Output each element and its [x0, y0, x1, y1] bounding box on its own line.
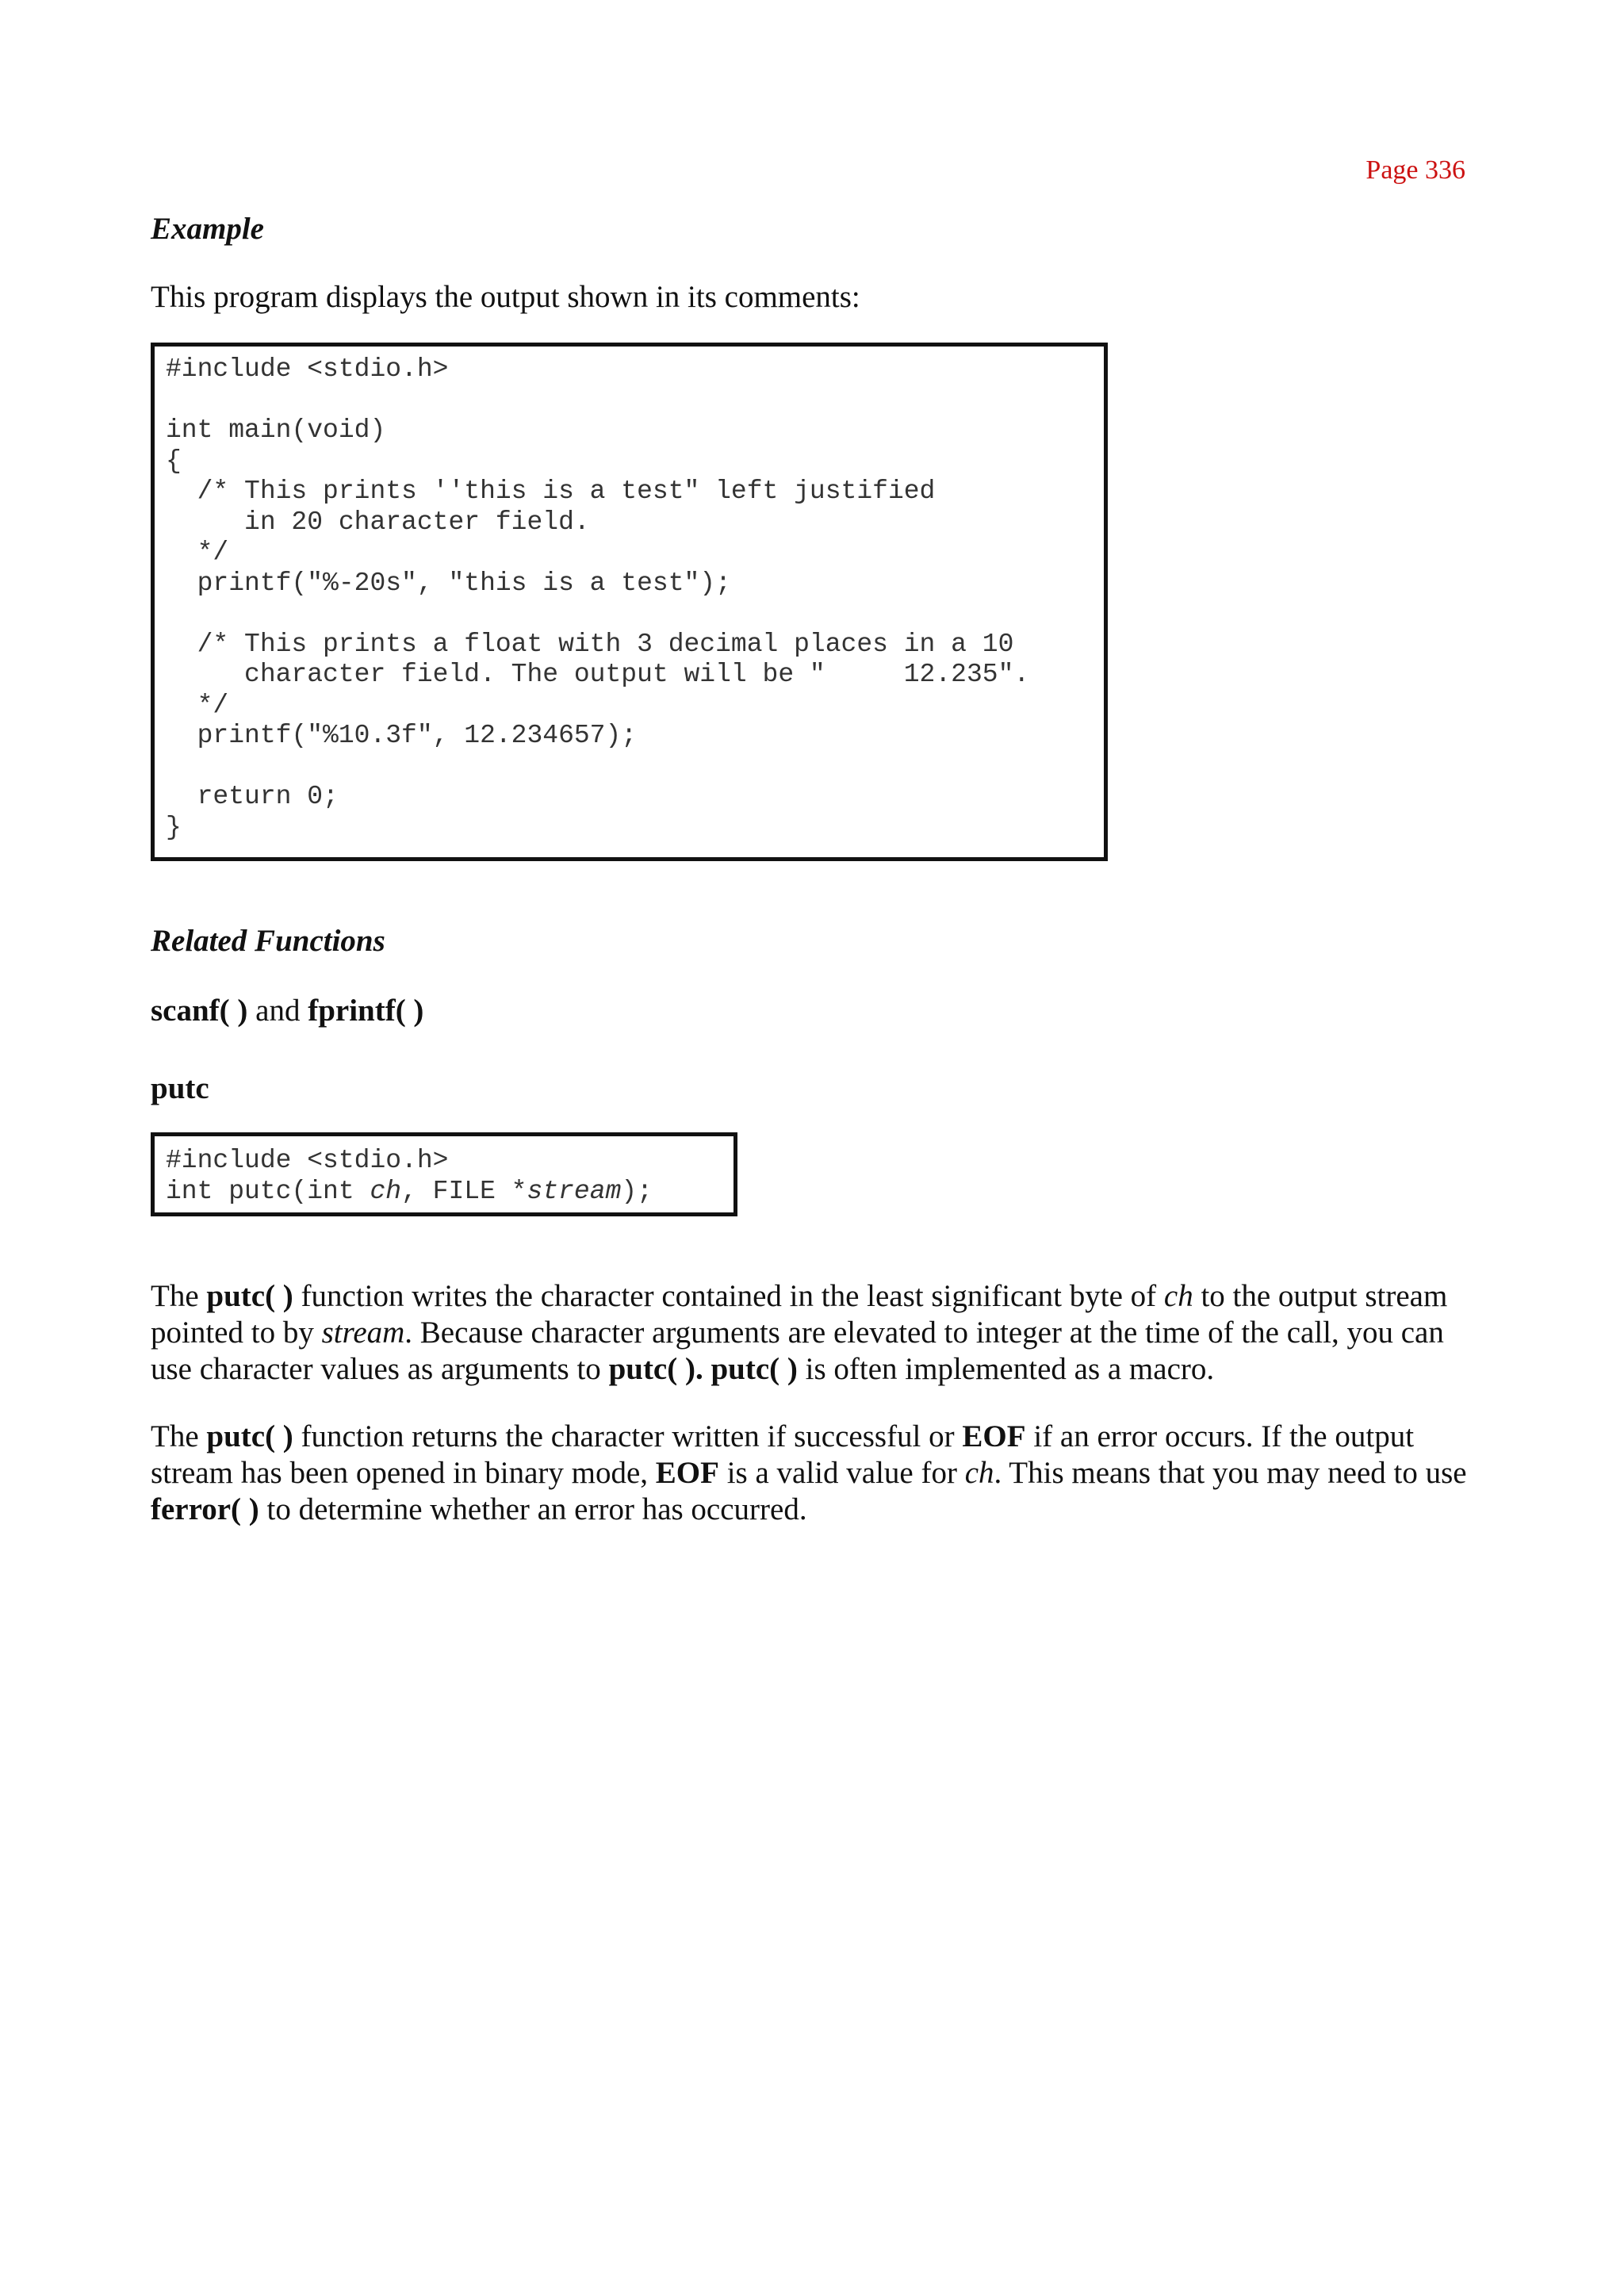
- fn-name: putc( ): [206, 1279, 293, 1313]
- text: is a valid value for: [718, 1456, 965, 1490]
- prototype-include-line: #include <stdio.h>: [166, 1146, 449, 1175]
- text: The: [151, 1419, 207, 1453]
- param-ch: ch: [1163, 1279, 1193, 1313]
- putc-heading: putc: [151, 1071, 209, 1105]
- example-heading: Example: [151, 212, 264, 246]
- related-fn-scanf: scanf( ): [151, 994, 248, 1028]
- related-fn-fprintf: fprintf( ): [308, 994, 424, 1028]
- page-number: Page 336: [1365, 155, 1465, 185]
- related-joiner: and: [247, 994, 308, 1028]
- text: is often implemented as a macro.: [797, 1352, 1215, 1386]
- putc-prototype-block: [151, 1132, 737, 1216]
- eof-constant: EOF: [655, 1456, 719, 1490]
- fn-name: ferror( ): [151, 1492, 259, 1526]
- proto-part: , FILE *: [401, 1176, 527, 1206]
- example-code: #include <stdio.h> int main(void) { /* This prints ''this is a test" left justified in 20 character field. */ printf("%-20s", "this is a test"); /* This prints a float with 3 decimal places in a 10 character field. The output will be " 12.235". */ printf("%10.3f", 12.234657); return 0; }: [166, 354, 1030, 842]
- proto-param-ch: ch: [370, 1176, 402, 1206]
- example-intro: This program displays the output shown in its comments:: [151, 280, 860, 314]
- text: The: [151, 1279, 207, 1313]
- text: . This means that you may need to use: [994, 1456, 1467, 1490]
- example-code-block: [151, 343, 1108, 861]
- putc-return-paragraph: [151, 1419, 1483, 1528]
- eof-constant: EOF: [962, 1419, 1026, 1453]
- param-stream: stream: [321, 1316, 405, 1350]
- proto-part: );: [621, 1176, 653, 1206]
- prototype-signature-line: [166, 1177, 733, 1208]
- fn-name: putc( ): [206, 1419, 293, 1453]
- related-functions-list: [151, 993, 1483, 1029]
- proto-part: int putc(int: [166, 1176, 370, 1206]
- param-ch: ch: [964, 1456, 994, 1490]
- text: to the output stream pointed to by: [151, 1279, 1448, 1350]
- putc-description-paragraph: [151, 1278, 1483, 1388]
- text: function returns the character written if successful or: [293, 1419, 963, 1453]
- proto-param-stream: stream: [527, 1176, 622, 1206]
- related-functions-heading: Related Functions: [151, 924, 385, 958]
- text: to determine whether an error has occurred.: [259, 1492, 807, 1526]
- fn-name: putc( ). putc( ): [608, 1352, 798, 1386]
- text: function writes the character contained in the least significant byte of: [293, 1279, 1164, 1313]
- text: if an error occurs. If the output stream has been opened in binary mode,: [151, 1419, 1415, 1490]
- text: . Because character arguments are elevated to integer at the time of the call, you can use character values as arguments to: [151, 1316, 1444, 1386]
